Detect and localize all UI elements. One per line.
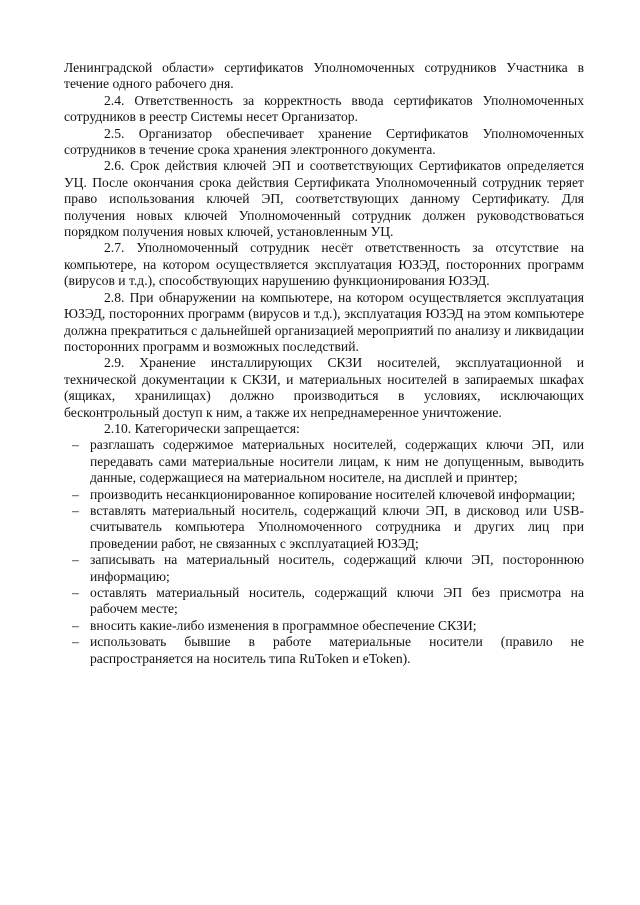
prohibitions-list: [64, 437, 584, 667]
paragraph-continuation: Ленинградской области» сертификатов Уполномоченных сотрудников Участника в течение одного рабочего дня.: [64, 60, 584, 92]
list-item-text: записывать на материальный носитель, содержащий ключи ЭП, постороннюю информацию;: [90, 552, 584, 584]
paragraph-2-4: 2.4. Ответственность за корректность ввода сертификатов Уполномоченных сотрудников в реестр Системы несет Организатор.: [64, 92, 584, 125]
list-item-text: производить несанкционированное копирование носителей ключевой информации;: [90, 486, 576, 502]
list-item-text: разглашать содержимое материальных носителей, содержащих ключи ЭП, или передавать сами материальные носители лицам, к ним не допущенным, выводить данные, содержащиеся на материальном носителе, на дисплей и принтер;: [90, 437, 584, 486]
list-item-text: оставлять материальный носитель, содержащий ключи ЭП без присмотра на рабочем месте;: [90, 585, 584, 617]
dash-bullet-icon: –: [72, 617, 79, 633]
list-item: [64, 437, 584, 486]
dash-bullet-icon: –: [72, 585, 79, 600]
dash-bullet-icon: –: [72, 502, 79, 518]
dash-bullet-icon: –: [72, 552, 79, 568]
dash-bullet-icon: –: [72, 437, 79, 453]
paragraph-2-7: 2.7. Уполномоченный сотрудник несёт ответственность за отсутствие на компьютере, на котором осуществляется эксплуатация ЮЗЭД, посторонних программ (вирусов и т.д.), способствующих нарушению функционирования ЮЗЭД.: [64, 240, 584, 289]
paragraph-2-6: 2.6. Срок действия ключей ЭП и соответствующих Сертификатов определяется УЦ. После окончания срока действия Сертификата Уполномоченный сотрудник теряет право использования ключей ЭП, соответствующих данному Сертификату. Для получения новых ключей Уполномоченный сотрудник должен руководствоваться порядком получения новых ключей, установленным УЦ.: [64, 158, 584, 240]
dash-bullet-icon: –: [72, 486, 79, 502]
list-item: [64, 618, 584, 634]
list-item: [64, 552, 584, 585]
list-item: [64, 487, 584, 503]
list-item: [64, 503, 584, 552]
list-item-text: вставлять материальный носитель, содержащий ключи ЭП, в дисковод или USB-считыватель компьютера Уполномоченного сотрудника и других лиц при проведении работ, не связанных с эксплуатацией ЮЗЭД;: [90, 502, 584, 551]
document-page: [64, 60, 584, 667]
list-item: [64, 585, 584, 618]
list-item-text: вносить какие-либо изменения в программное обеспечение СКЗИ;: [90, 617, 477, 633]
list-item-text: использовать бывшие в работе материальные носители (правило не распространяется на носитель типа RuToken и eToken).: [90, 634, 584, 666]
paragraph-2-9: 2.9. Хранение инсталлирующих СКЗИ носителей, эксплуатационной и технической документации к СКЗИ, и материальных носителей в запираемых шкафах (ящиках, хранилищах) должно производиться в условиях, исключающих бесконтрольный доступ к ним, а также их непреднамеренное уничтожение.: [64, 355, 584, 420]
paragraph-2-10: 2.10. Категорически запрещается:: [104, 420, 300, 436]
list-item: [64, 634, 584, 667]
dash-bullet-icon: –: [72, 634, 79, 650]
paragraph-2-5: 2.5. Организатор обеспечивает хранение Сертификатов Уполномоченных сотрудников в течение срока хранения электронного документа.: [64, 125, 584, 158]
paragraph-2-8: 2.8. При обнаружении на компьютере, на котором осуществляется эксплуатация ЮЗЭД, посторонних программ (вирусов и т.д.), эксплуатация ЮЗЭД на этом компьютере должна прекратиться с дальнейшей организацией мероприятий по анализу и ликвидации посторонних программ и возможных последствий.: [64, 289, 584, 354]
